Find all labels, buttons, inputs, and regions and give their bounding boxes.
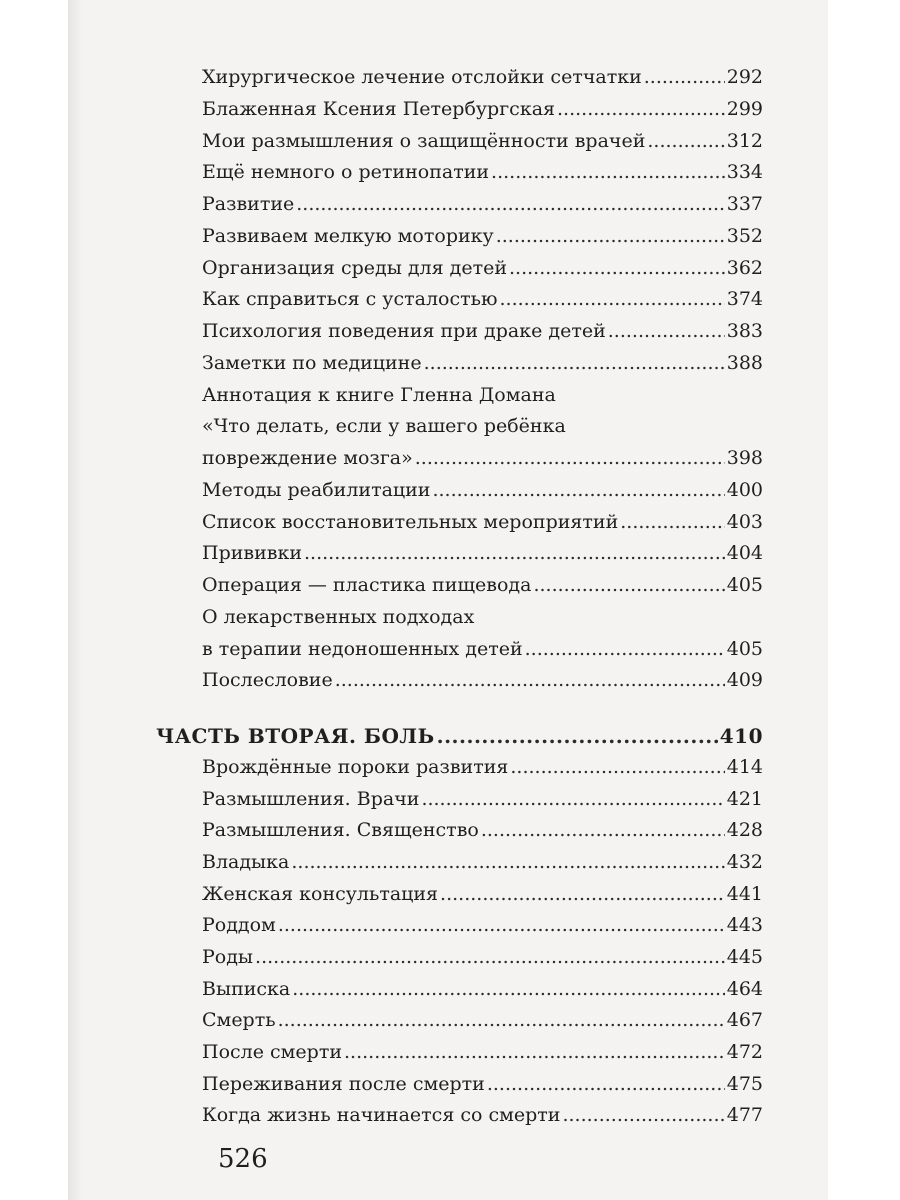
dot-leader xyxy=(335,665,725,695)
toc-entry xyxy=(202,570,763,600)
toc-entry xyxy=(202,910,763,940)
dot-leader xyxy=(291,847,724,877)
toc-entry-title: Роды xyxy=(202,946,254,968)
toc-entry xyxy=(202,1069,763,1099)
toc-entry-title: Заметки по медицине xyxy=(202,352,422,374)
toc-entry xyxy=(202,443,763,473)
dot-leader xyxy=(525,634,725,664)
dot-leader xyxy=(415,443,725,473)
dot-leader xyxy=(296,189,724,219)
toc-entry-title: Психология поведения при драке детей xyxy=(202,320,606,342)
toc-entry-title: Врождённые пороки развития xyxy=(202,756,509,778)
toc-entry xyxy=(202,62,763,92)
toc-entry-title: Прививки xyxy=(202,542,302,564)
toc-entry-page: 428 xyxy=(726,819,763,841)
toc-entry-page: 409 xyxy=(726,669,763,691)
toc-entry-title: Переживания после смерти xyxy=(202,1073,485,1095)
toc-entry xyxy=(202,974,763,1004)
dot-leader xyxy=(500,284,725,314)
dot-leader xyxy=(278,910,725,940)
dot-leader xyxy=(620,507,725,537)
toc-entry-title: Список восстановительных мероприятий xyxy=(202,511,619,533)
toc-entry xyxy=(202,507,763,537)
dot-leader xyxy=(487,1069,725,1099)
toc-entry xyxy=(202,1005,763,1035)
dot-leader xyxy=(344,1037,725,1067)
toc-entry xyxy=(202,189,763,219)
toc-entry xyxy=(202,126,763,156)
toc-entry xyxy=(202,847,763,877)
toc-entry-page: 337 xyxy=(726,193,763,215)
toc-entry xyxy=(202,316,763,346)
toc-entry-title: После смерти xyxy=(202,1041,343,1063)
toc-entry-title: Операция — пластика пищевода xyxy=(202,574,532,596)
dot-leader xyxy=(437,721,718,751)
toc-entry-page: 472 xyxy=(726,1041,763,1063)
toc-entry-page: 334 xyxy=(726,161,763,183)
toc-entry-title: Размышления. Врачи xyxy=(202,788,420,810)
toc-entry-title: Выписка xyxy=(202,978,291,1000)
toc-entry-title: в терапии недоношенных детей xyxy=(202,638,523,660)
toc-entry-title: Хирургическое лечение отслойки сетчатки xyxy=(202,66,642,88)
toc-entry xyxy=(202,157,763,187)
dot-leader xyxy=(278,1005,725,1035)
toc-entry-title: Женская консультация xyxy=(202,883,439,905)
dot-leader xyxy=(421,784,724,814)
toc-entry-page: 405 xyxy=(726,574,763,596)
toc-entry-page: 403 xyxy=(726,511,763,533)
dot-leader xyxy=(510,752,724,782)
toc-entry-page: 464 xyxy=(726,978,763,1000)
toc-entry-page: 362 xyxy=(726,257,763,279)
toc-entry-page: 467 xyxy=(726,1009,763,1031)
dot-leader xyxy=(496,221,725,251)
toc-entry-page: 404 xyxy=(726,542,763,564)
toc-entry xyxy=(202,221,763,251)
toc-entry-page: 383 xyxy=(726,320,763,342)
toc-entry xyxy=(202,879,763,909)
toc-entry-title: Смерть xyxy=(202,1009,276,1031)
toc-entry-title: Развитие xyxy=(202,193,295,215)
toc-entry-title-line: О лекарственных подходах xyxy=(202,606,475,628)
dot-leader xyxy=(424,348,725,378)
toc-entry-page: 374 xyxy=(726,288,763,310)
toc-entry xyxy=(202,475,763,505)
dot-leader xyxy=(304,538,725,568)
toc-entry-page: 432 xyxy=(726,851,763,873)
toc-entry xyxy=(202,284,763,314)
toc-entry xyxy=(202,1100,763,1130)
toc-entry-page: 414 xyxy=(726,756,763,778)
toc-entry xyxy=(202,752,763,782)
toc-part-heading xyxy=(156,721,763,751)
toc-entry-page: 398 xyxy=(726,447,763,469)
toc-entry xyxy=(202,634,763,664)
toc-entry-title: Размышления. Священство xyxy=(202,819,479,841)
toc-entry xyxy=(202,942,763,972)
toc-entry-title: Роддом xyxy=(202,914,276,936)
toc-entry-page: 443 xyxy=(726,914,763,936)
toc-entry-page: 352 xyxy=(726,225,763,247)
toc-entry-page: 312 xyxy=(726,130,763,152)
toc-entry xyxy=(202,538,763,568)
toc-entry-page: 292 xyxy=(726,66,763,88)
toc-entry-page: 421 xyxy=(726,788,763,810)
toc-entry-page: 405 xyxy=(726,638,763,660)
toc-entry-page: 388 xyxy=(726,352,763,374)
toc-entry-title-line: «Что делать, если у вашего ребёнка xyxy=(202,415,566,437)
dot-leader xyxy=(481,815,725,845)
toc-entry-page: 441 xyxy=(726,883,763,905)
toc-entry-page: 400 xyxy=(726,479,763,501)
toc-entry-title: повреждение мозга» xyxy=(202,447,413,469)
toc-entry-title: Владыка xyxy=(202,851,290,873)
dot-leader xyxy=(533,570,724,600)
toc-part-title: ЧАСТЬ ВТОРАЯ. БОЛЬ xyxy=(156,724,435,748)
dot-leader xyxy=(644,62,725,92)
dot-leader xyxy=(557,94,725,124)
dot-leader xyxy=(608,316,725,346)
toc-entry-title: Как справиться с усталостью xyxy=(202,288,498,310)
toc-entry-page: 445 xyxy=(726,946,763,968)
dot-leader xyxy=(255,942,725,972)
toc-entry-title: Организация среды для детей xyxy=(202,257,508,279)
toc-entry-title: Ещё немного о ретинопатии xyxy=(202,161,490,183)
toc-part-page: 410 xyxy=(719,724,763,748)
page-number: 526 xyxy=(218,1144,268,1174)
toc-entry-page: 299 xyxy=(726,98,763,120)
dot-leader xyxy=(292,974,724,1004)
toc-entry-title: Послесловие xyxy=(202,669,333,691)
toc-entry-page: 475 xyxy=(726,1073,763,1095)
dot-leader xyxy=(432,475,724,505)
dot-leader xyxy=(440,879,725,909)
toc-entry-title: Блаженная Ксения Петербургская xyxy=(202,98,556,120)
toc-entry xyxy=(202,348,763,378)
toc-entry-title: Развиваем мелкую моторику xyxy=(202,225,494,247)
toc-entry-title: Когда жизнь начинается со смерти xyxy=(202,1104,561,1126)
toc-entry-title: Мои размышления о защищённости врачей xyxy=(202,130,646,152)
dot-leader xyxy=(647,126,724,156)
toc-entry-title-line: Аннотация к книге Гленна Домана xyxy=(202,384,556,406)
toc-entry-title: Методы реабилитации xyxy=(202,479,431,501)
dot-leader xyxy=(491,157,725,187)
toc-entry xyxy=(202,1037,763,1067)
toc-entry xyxy=(202,665,763,695)
toc-entry xyxy=(202,94,763,124)
toc-entry-page: 477 xyxy=(726,1104,763,1126)
toc-entry xyxy=(202,815,763,845)
toc-entry xyxy=(202,253,763,283)
dot-leader xyxy=(509,253,725,283)
dot-leader xyxy=(562,1100,724,1130)
toc-entry xyxy=(202,784,763,814)
